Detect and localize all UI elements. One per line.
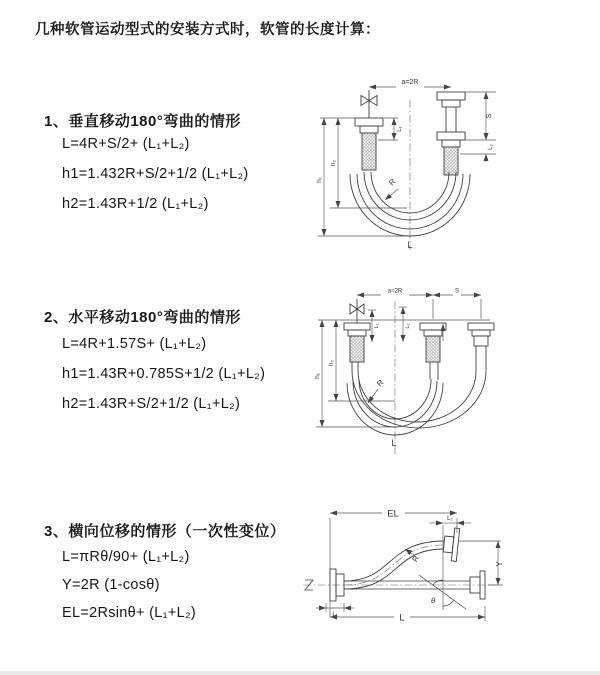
dim-label-h1: h₁ — [316, 177, 323, 183]
dim-label-a2r: a=2R — [387, 288, 403, 295]
hose-stubs — [352, 346, 486, 380]
diagram-vertical-180-bend — [310, 70, 590, 260]
right-flange — [468, 323, 494, 336]
left-flange — [355, 118, 383, 133]
hose-braid — [362, 133, 376, 170]
dim-label-l: L — [399, 612, 405, 624]
dim-label-l1: L₁ — [397, 126, 403, 132]
section-1-formula-l: L=4R+S/2+ (L₁+L₂) — [62, 136, 190, 152]
dim-label-l1: L₁ — [332, 612, 338, 618]
dim-label-r: R — [410, 553, 422, 564]
left-flange — [344, 323, 370, 336]
section-2-formula-h2: h2=1.43R+S/2+1/2 (L₁+L₂) — [62, 396, 241, 412]
dim-label-l1: L₁ — [374, 323, 380, 329]
section-3-formula-y: Y=2R (1-cosθ) — [62, 577, 160, 593]
dim-label-y: Y — [495, 561, 504, 567]
dim-label-a2r: a=2R — [401, 79, 419, 86]
section-3-formula-l: L=πRθ/90+ (L₁+L₂) — [62, 549, 190, 565]
valve-icon — [361, 90, 377, 118]
dim-label-l: L — [391, 438, 397, 448]
right-hub — [474, 336, 488, 346]
dim-label-el: EL — [387, 508, 399, 520]
dim-label-l2: L₂ — [447, 516, 453, 522]
dim-label-s: S — [486, 113, 493, 119]
valve-icon — [350, 299, 364, 323]
page-bottom-edge — [0, 671, 600, 675]
section-1-formula-h2: h2=1.43R+1/2 (L₁+L₂) — [62, 196, 209, 212]
section-2-formula-h1: h1=1.43R+0.785S+1/2 (L₁+L₂) — [62, 366, 266, 382]
dim-label-h1: h₁ — [314, 373, 321, 379]
hose-braid — [444, 147, 458, 175]
section-1-formula-h1: h1=1.432R+S/2+1/2 (L₁+L₂) — [62, 166, 249, 182]
dim-label-l: L — [407, 240, 413, 250]
dim-label-l2: L₂ — [405, 323, 411, 329]
section-3-heading: 3、横向位移的情形（一次性变位） — [44, 523, 286, 540]
diagram-lateral-displacement — [298, 505, 598, 645]
section-2-heading: 2、水平移动180°弯曲的情形 — [44, 309, 241, 326]
center-flange — [420, 323, 446, 336]
right-fitting — [437, 92, 465, 147]
dim-label-r: R — [375, 378, 386, 389]
dim-label-theta: θ — [430, 596, 436, 605]
section-2-formula-l: L=4R+1.57S+ (L₁+L₂) — [62, 336, 207, 352]
dim-label-s: S — [454, 288, 460, 295]
dim-label-r: R — [387, 177, 398, 188]
dim-label-h2: h₂ — [328, 359, 335, 367]
section-3-formula-el: EL=2Rsinθ+ (L₁+L₂) — [62, 605, 197, 621]
page-title: 几种软管运动型式的安装方式时，软管的长度计算： — [35, 22, 380, 38]
hose-braid — [426, 336, 440, 362]
diagram-horizontal-180-bend — [310, 283, 600, 463]
dim-label-h2: h₂ — [330, 159, 337, 167]
section-1-heading: 1、垂直移动180°弯曲的情形 — [44, 113, 241, 130]
hose-braid — [350, 336, 364, 362]
hose-centerline — [344, 545, 444, 585]
dim-label-l2: L₂ — [488, 144, 494, 150]
hose-s-curve — [344, 541, 444, 589]
